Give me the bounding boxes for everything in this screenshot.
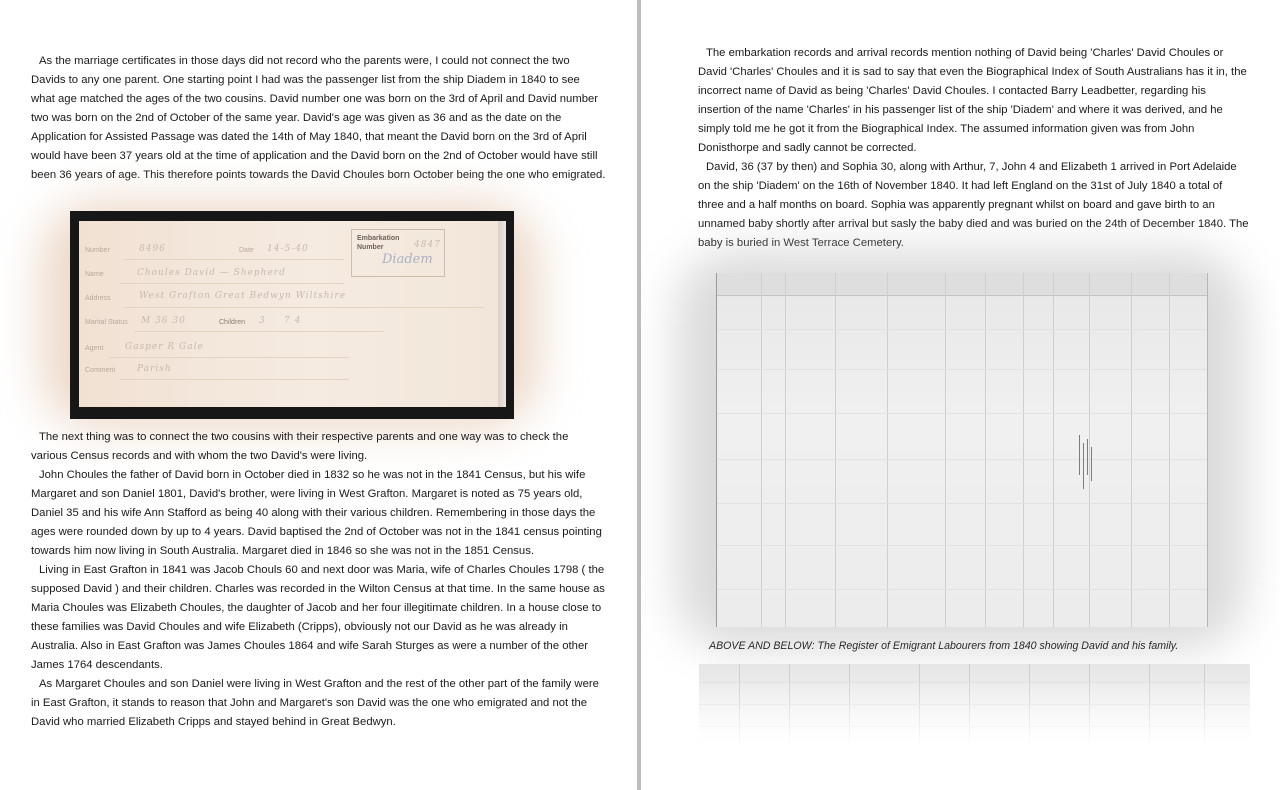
register-header xyxy=(717,273,1207,296)
embarkation-box xyxy=(351,229,445,277)
right-page xyxy=(641,0,1280,790)
card-value-marital-status: M 36 30 xyxy=(141,316,186,326)
ink-mark xyxy=(1079,435,1080,475)
assisted-passage-record-card xyxy=(70,211,514,419)
paragraph: As Margaret Choules and son Daniel were living in West Grafton and the rest of the other part of the family were in East Grafton, it stands to reason that John and Margaret's son David was the one who emigrated and not the David who married Elizabeth Cripps and stayed behind in Great Bedwyn. xyxy=(31,678,599,728)
card-label-number: Number xyxy=(85,247,110,254)
paragraph: Living in East Grafton in 1841 was Jacob Chouls 60 and next door was Maria, wife of Charles Choules 1798 ( the supposed David ) and their children. Charles was recorded in the Wilton Census at that time. In the same house as Maria Choules was Elizabeth Choules, the daughter of Jacob and her four illegitimate children. In a house close to these families was David Choules and wife Elizabeth (Cripps), obviously not our David as he was already in Australia. Also in East Grafton was James Choules 1864 and wife Sarah Sturges as were a number of the other James 1764 descendants. xyxy=(31,564,605,671)
emigrant-register-scan xyxy=(716,273,1208,627)
ink-mark xyxy=(1087,439,1088,475)
left-text-block-1 xyxy=(31,52,606,185)
card-label-comment: Comment xyxy=(85,367,116,374)
card-rule xyxy=(134,331,384,332)
paragraph: As the marriage certificates in those days did not record who the parents were, I could not connect the two Davids to any one parent. One starting point I had was the passenger list from the ship Diadem in 1840 to see what age matched the ages of the two cousins. David number one was born on the 3rd of April and David number two was born on the 2nd of October of the same year. David's age was given as 36 and as the date on the Application for Assisted Passage was dated the 14th of May 1840, that meant the David born on the 3rd of April would have been 37 years old at the time of application and the David born on the 2nd of October would have still been 36 years of age. This therefore points towards the David Choules born October being the one who emigrated. xyxy=(31,55,606,181)
card-value-date: 14-5-40 xyxy=(267,244,309,254)
card-label-children: Children xyxy=(219,319,246,326)
card-label-name: Name xyxy=(85,271,104,278)
paragraph: The next thing was to connect the two cousins with their respective parents and one way was to check the various Census records and with whom the two David's were living. xyxy=(31,431,569,462)
card-value-child-ages: 7 4 xyxy=(284,316,302,326)
card-rule xyxy=(124,259,344,260)
card-rule xyxy=(124,307,484,308)
left-page xyxy=(0,0,637,790)
right-text-block-1 xyxy=(698,44,1250,253)
embarkation-label: Embarkation Number xyxy=(357,235,400,251)
emigrant-register-strip xyxy=(699,664,1250,750)
card-label-address: Address xyxy=(85,295,111,302)
card-rule xyxy=(119,379,349,380)
ship-name: Diadem xyxy=(382,252,433,267)
card-label-date: Date xyxy=(239,247,254,254)
card-edge xyxy=(498,221,506,407)
card-rule xyxy=(109,357,349,358)
card-label-marital-status: Marital Status xyxy=(85,319,128,326)
ink-mark xyxy=(1083,443,1084,489)
embarkation-number: 4847 xyxy=(414,240,441,250)
figure-caption: ABOVE AND BELOW: The Register of Emigrant Labourers from 1840 showing David and his family. xyxy=(709,640,1179,652)
card-value-agent: Gasper R Gale xyxy=(125,342,204,352)
left-text-block-2 xyxy=(31,428,606,732)
paragraph: David, 36 (37 by then) and Sophia 30, along with Arthur, 7, John 4 and Elizabeth 1 arrived in Port Adelaide on the ship 'Diadem' on the 16th of November 1840. It had left England on the 31st of July 1840 a total of three and a half months on board. Sophia was apparently pregnant whilst on board and gave birth to an unnamed baby shortly after arrival but sasly the baby died and was buried on the 24th of December 1840. The baby is buried in West Terrace Cemetery. xyxy=(698,161,1249,249)
card-value-name: Choules David — Shepherd xyxy=(137,268,286,278)
card-value-comment: Parish xyxy=(137,364,172,374)
card-label-agent: Agent xyxy=(85,345,104,352)
card-value-number: 8496 xyxy=(139,244,166,254)
paragraph: John Choules the father of David born in October died in 1832 so he was not in the 1841 Census, but his wife Margaret and son Daniel 1801, David's brother, were living in West Grafton. Margaret is noted as 75 years old, Daniel 35 and his wife Ann Stafford as being 40 along with their various children. Remembering in those days the ages were rounded down by up to 4 years. David baptised the 2nd of October was not in the 1841 census pointing towards him now living in South Australia. Margaret died in 1846 so she was not in the 1851 Census. xyxy=(31,469,602,557)
card-value-address: West Grafton Great Bedwyn Wiltshire xyxy=(139,291,347,301)
record-card-paper xyxy=(79,221,506,407)
paragraph: The embarkation records and arrival records mention nothing of David being 'Charles' David Choules or David 'Charles' Choules and it is sad to say that even the Biographical Index of South Australians has it in, the incorrect name of David as being 'Charles' David Choules. I contacted Barry Leadbetter, regarding his insertion of the name 'Charles' in his passenger list of the ship 'Diadem' and where it was derived, and he simply told me he got it from the Biographical Index. The assumed information given was from John Donisthorpe and sadly cannot be corrected. xyxy=(698,47,1247,154)
card-value-children: 3 xyxy=(259,316,266,326)
card-rule xyxy=(119,283,344,284)
ink-mark xyxy=(1091,447,1092,481)
